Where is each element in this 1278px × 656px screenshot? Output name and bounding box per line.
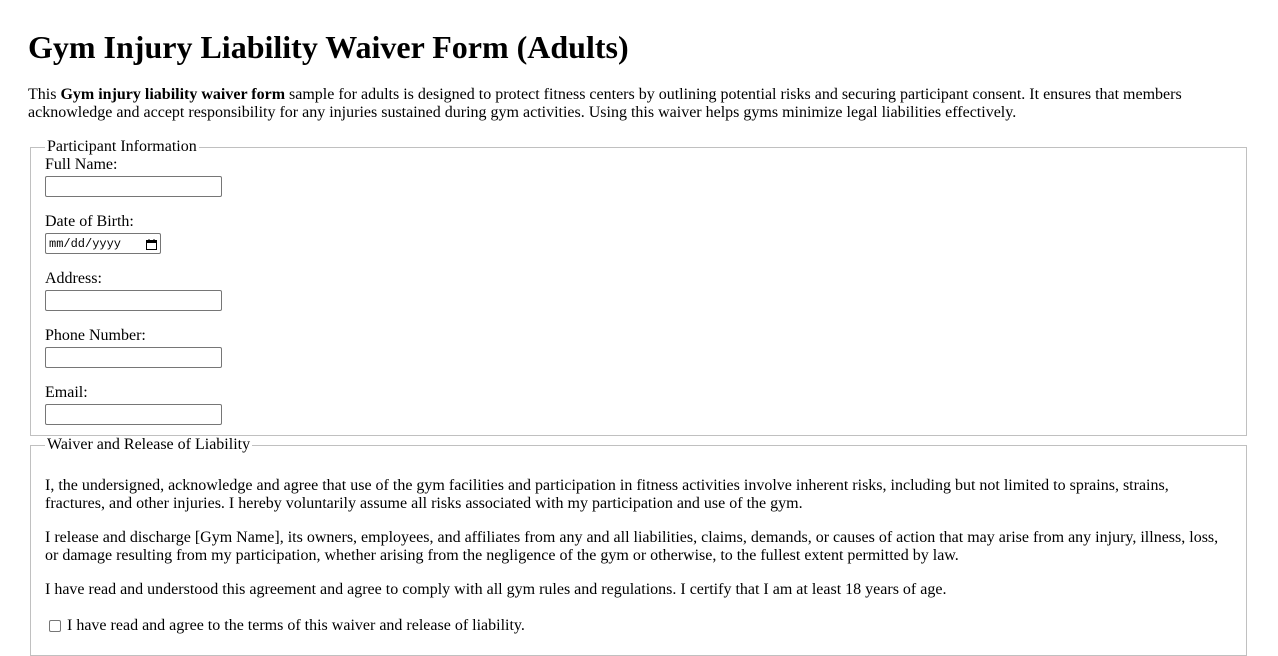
participant-information-legend: Participant Information xyxy=(47,138,197,155)
phone-label: Phone Number: xyxy=(45,327,146,344)
dob-placeholder: mm/dd/yyyy xyxy=(49,236,122,251)
dob-field xyxy=(45,213,1232,254)
intro-paragraph xyxy=(28,86,1250,122)
waiver-fieldset xyxy=(30,436,1247,656)
phone-field xyxy=(45,327,1232,368)
agree-checkbox[interactable] xyxy=(49,620,61,632)
intro-text-after: sample for adults is designed to protect fitness centers by outlining potential risks and securing participant consent. It ensures that members acknowledge and accept responsibility for any injuries sustained during gym activities. Using this waiver helps gyms minimize legal liabilities effectively. xyxy=(28,86,1182,121)
full-name-field xyxy=(45,156,1232,197)
agree-row xyxy=(45,617,1232,635)
waiver-paragraph-1: I, the undersigned, acknowledge and agree that use of the gym facilities and participation in fitness activities involve inherent risks, including but not limited to sprains, strains, fractures, and other injuries. I hereby voluntarily assume all risks associated with my participation and use of the gym. xyxy=(45,477,1169,512)
calendar-icon[interactable] xyxy=(146,238,157,249)
intro-text-before: This xyxy=(28,86,61,103)
full-name-label: Full Name: xyxy=(45,156,118,173)
dob-label: Date of Birth: xyxy=(45,213,134,230)
participant-information-fieldset xyxy=(30,138,1247,436)
waiver-paragraph-3: I have read and understood this agreement and agree to comply with all gym rules and regulations. I certify that I am at least 18 years of age. xyxy=(45,581,947,598)
phone-input[interactable] xyxy=(45,347,222,368)
agree-label[interactable]: I have read and agree to the terms of this waiver and release of liability. xyxy=(67,617,525,634)
page-title: Gym Injury Liability Waiver Form (Adults) xyxy=(28,29,629,65)
intro-text-bold: Gym injury liability waiver form xyxy=(60,86,286,103)
waiver-legend: Waiver and Release of Liability xyxy=(47,436,251,453)
full-name-input[interactable] xyxy=(45,176,222,197)
email-field xyxy=(45,384,1232,425)
waiver-paragraph-2: I release and discharge [Gym Name], its owners, employees, and affiliates from any and all liabilities, claims, demands, or causes of action that may arise from any injury, illness, loss, or damage resulting from my participation, whether arising from the negligence of the gym or otherwise, to the fullest extent permitted by law. xyxy=(45,529,1219,564)
address-field xyxy=(45,270,1232,311)
email-label: Email: xyxy=(45,384,88,401)
dob-input[interactable] xyxy=(45,233,161,254)
address-label: Address: xyxy=(45,270,102,287)
email-input[interactable] xyxy=(45,404,222,425)
address-input[interactable] xyxy=(45,290,222,311)
